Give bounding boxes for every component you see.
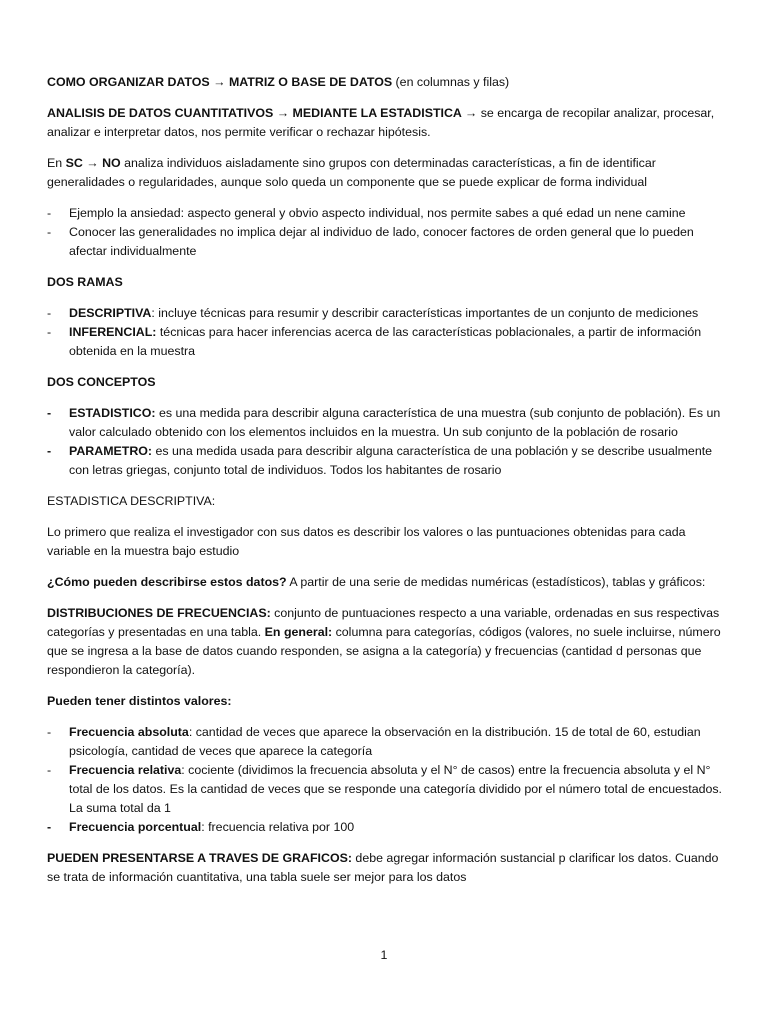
- list-item: - PARAMETRO: es una medida usada para describir alguna característica de una población y se describe usualmente con letras griegas, conjunto total de individuos. Todos los habitantes de rosario: [47, 444, 713, 477]
- paragraph-distribuciones: DISTRIBUCIONES DE FRECUENCIAS: conjunto de puntuaciones respecto a una variable, ordenadas en sus respectivas categorías y presentadas en una tabla. En general: columna para categorías, códigos (valores, no suele incluirse, número que se ingresa a la base de datos cuando responden, se asigna a la categoría) y frecuencias (cantidad d personas que respondieron la categoría).: [47, 606, 721, 677]
- dash-bullet: -: [47, 406, 52, 420]
- paragraph-sc-no: En SC → NO analiza individuos aisladamente sino grupos con determinadas características, a fin de identificar generalidades o regularidades, aunque solo queda un componente que se puede explicar de forma individual: [47, 156, 656, 189]
- paragraph-investigador: Lo primero que realiza el investigador con sus datos es describir los valores o las puntuaciones obtenidas para cada variable en la muestra bajo estudio: [47, 525, 686, 558]
- page-number: 1: [380, 948, 388, 962]
- dash-bullet: -: [47, 820, 52, 834]
- list-item: - ESTADISTICO: es una medida para describir alguna característica de una muestra (sub conjunto de población). Es un valor calculado obtenido con los elementos incluidos en la muestra. Un sub conjunto de la población de rosario: [47, 406, 721, 439]
- list-item: - INFERENCIAL: técnicas para hacer inferencias acerca de las características poblacionales, a partir de información obtenida en la muestra: [47, 325, 702, 358]
- dash-bullet: -: [47, 225, 52, 239]
- list-item: - Frecuencia absoluta: cantidad de veces que aparece la observación en la distribución. 15 de total de 60, estudian psicología, cantidad de veces que aparece la categoría: [47, 725, 701, 758]
- paragraph-organizar: COMO ORGANIZAR DATOS → MATRIZ O BASE DE DATOS (en columnas y filas): [47, 75, 510, 89]
- heading-dos-ramas: DOS RAMAS: [47, 275, 123, 289]
- paragraph-como-describir: ¿Cómo pueden describirse estos datos? A partir de una serie de medidas numéricas (estadísticos), tablas y gráficos:: [47, 575, 706, 589]
- bullet-list-frecuencias: [47, 723, 727, 837]
- arrow-icon: →: [464, 106, 478, 120]
- list-item: - DESCRIPTIVA: incluye técnicas para resumir y describir características importantes de un conjunto de mediciones: [47, 304, 727, 323]
- dash-bullet: -: [47, 206, 52, 220]
- list-item: - Frecuencia porcentual: frecuencia relativa por 100: [47, 818, 727, 837]
- heading-distintos-valores: Pueden tener distintos valores:: [47, 694, 232, 708]
- dash-bullet: -: [47, 306, 52, 320]
- list-item: - Frecuencia relativa: cociente (dividimos la frecuencia absoluta y el N° de casos) entre la frecuencia absoluta y el N° total de los datos. Es la cantidad de veces que se responde una categoría dividido por el número total de encuestados. La suma total da 1: [47, 763, 723, 815]
- arrow-icon: →: [82, 156, 103, 170]
- dash-bullet: -: [47, 763, 52, 777]
- arrow-icon: →: [276, 106, 290, 120]
- dash-bullet: -: [47, 725, 52, 739]
- bullet-list-ramas: [47, 304, 727, 361]
- arrow-icon: →: [213, 75, 226, 89]
- bullet-list-conceptos: [47, 404, 727, 480]
- list-item: - Conocer las generalidades no implica dejar al individuo de lado, conocer factores de orden general que lo pueden afectar individualmente: [47, 225, 694, 258]
- document-body: [47, 73, 727, 899]
- dash-bullet: -: [47, 325, 52, 339]
- list-item: - Ejemplo la ansiedad: aspecto general y obvio aspecto individual, nos permite sabes a qué edad un nene camine: [47, 204, 727, 223]
- paragraph-analisis: ANALISIS DE DATOS CUANTITATIVOS → MEDIANTE LA ESTADISTICA → se encarga de recopilar analizar, procesar, analizar e interpretar datos, nos permite verificar o rechazar hipótesis.: [47, 106, 715, 139]
- heading-dos-conceptos: DOS CONCEPTOS: [47, 375, 156, 389]
- bullet-list-ejemplos: [47, 204, 727, 261]
- dash-bullet: -: [47, 444, 52, 458]
- paragraph-graficos: PUEDEN PRESENTARSE A TRAVES DE GRAFICOS: debe agregar información sustancial p clarificar los datos. Cuando se trata de información cuantitativa, una tabla suele ser mejor para los datos: [47, 851, 719, 884]
- heading-estadistica-descriptiva: ESTADISTICA DESCRIPTIVA:: [47, 494, 216, 508]
